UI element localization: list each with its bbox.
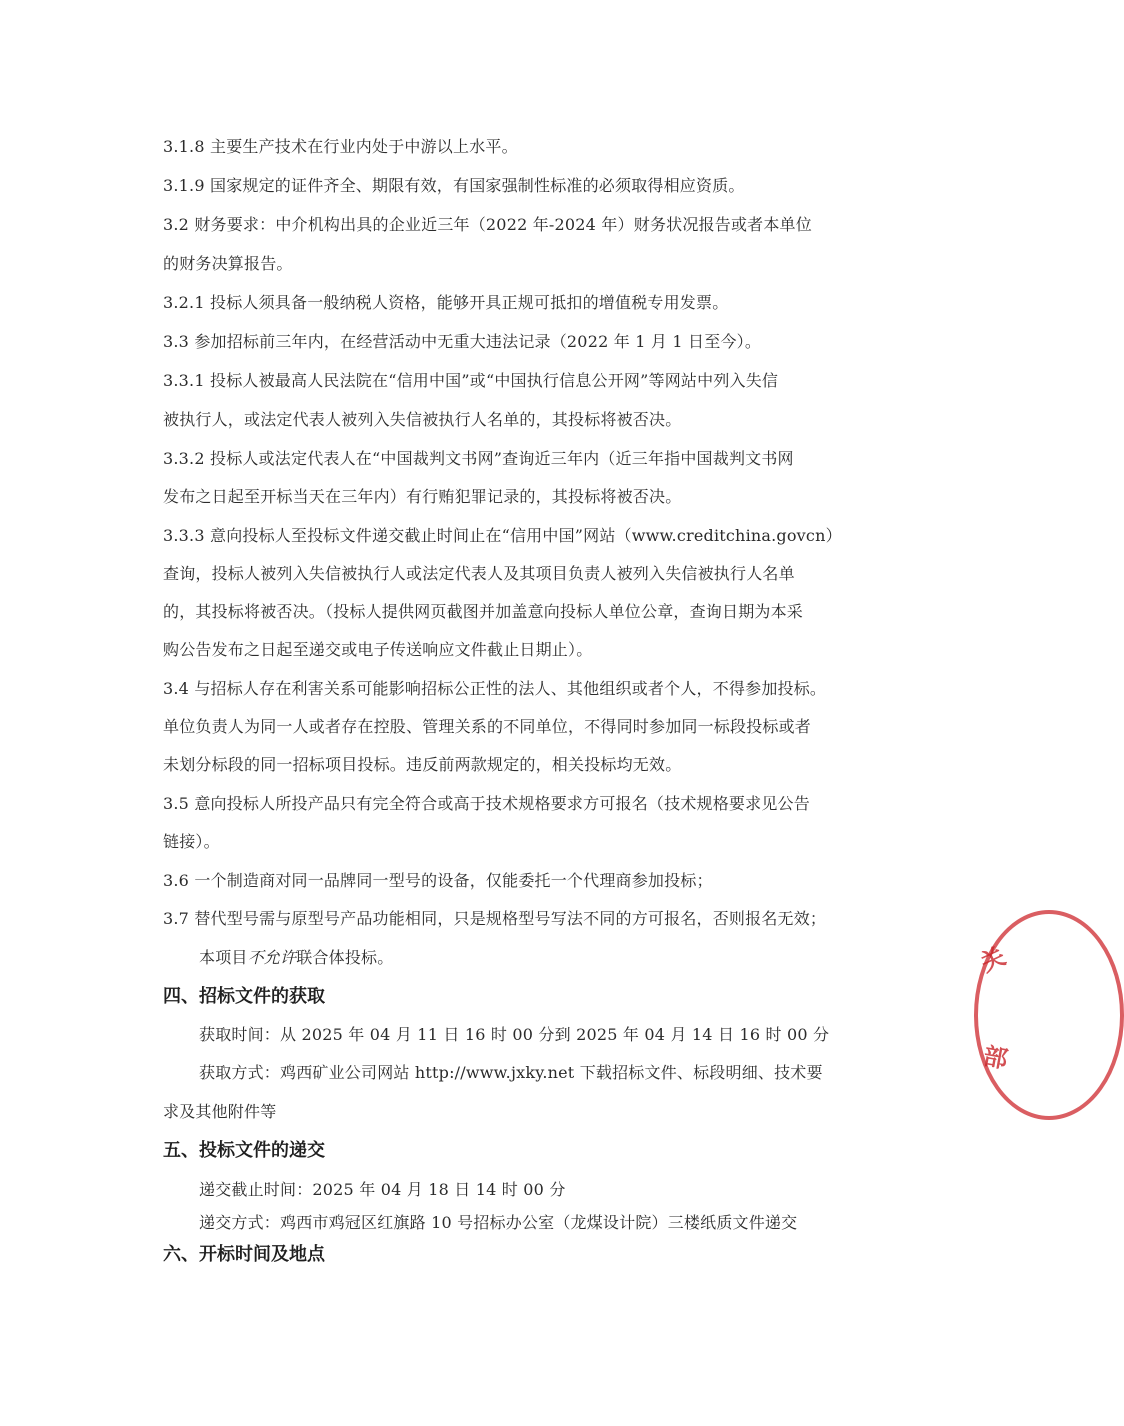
- submit-method: 递交方式：鸡西市鸡冠区红旗路 10 号招标办公室（龙煤设计院）三楼纸质文件递交: [199, 1213, 798, 1232]
- clause-3-2-line1: 3.2 财务要求：中介机构出具的企业近三年（2022 年-2024 年）财务状况报告或者本单位: [163, 215, 812, 234]
- clause-3-5-line2: 链接）。: [163, 832, 220, 851]
- clause-3-3-3-line2: 查询，投标人被列入失信被执行人或法定代表人及其项目负责人被列入失信被执行人名单: [163, 564, 795, 583]
- clause-3-3-3-line3: 的，其投标将被否决。（投标人提供网页截图并加盖意向投标人单位公章，查询日期为本采: [163, 602, 804, 621]
- joint-bid-emphasis: 不允许: [247, 948, 297, 967]
- clause-3-6: 3.6 一个制造商对同一品牌同一型号的设备，仅能委托一个代理商参加投标；: [163, 871, 713, 890]
- acquire-method-line1: 获取方式：鸡西矿业公司网站 http://www.jxky.net 下载招标文件、标段明细、技术要: [199, 1063, 823, 1082]
- clause-3-4-line2: 单位负责人为同一人或者存在控股、管理关系的不同单位，不得同时参加同一标段投标或者: [163, 717, 812, 736]
- submit-deadline: 递交截止时间：2025 年 04 月 18 日 14 时 00 分: [199, 1180, 566, 1199]
- official-seal-fragment: [962, 910, 1042, 1120]
- clause-3-3-3-line4: 购公告发布之日起至递交或电子传送响应文件截止日期止）。: [163, 640, 593, 659]
- clause-3-3-2-line1: 3.3.2 投标人或法定代表人在“中国裁判文书网”查询近三年内（近三年指中国裁判文书网: [163, 449, 794, 468]
- seal-char-2: 部: [981, 1042, 1010, 1074]
- clause-3-4-line1: 3.4 与招标人存在利害关系可能影响招标公正性的法人、其他组织或者个人，不得参加投标。: [163, 679, 827, 698]
- seal-char-1: 关: [976, 942, 1010, 978]
- acquire-method-line2: 求及其他附件等: [163, 1102, 277, 1121]
- clause-3-3-1-line1: 3.3.1 投标人被最高人民法院在“信用中国”或“中国执行信息公开网”等网站中列入失信: [163, 371, 779, 390]
- acquire-time: 获取时间：从 2025 年 04 月 11 日 16 时 00 分到 2025 年 04 月 14 日 16 时 00 分: [199, 1025, 830, 1044]
- joint-bid-note: [199, 948, 853, 968]
- clause-3-7: 3.7 替代型号需与原型号产品功能相同，只是规格型号写法不同的方可报名，否则报名无效；: [163, 909, 827, 928]
- section-6-heading: 六、开标时间及地点: [163, 1244, 325, 1265]
- clause-3-3-2-line2: 发布之日起至开标当天在三年内）有行贿犯罪记录的，其投标将被否决。: [163, 487, 682, 506]
- section-4-heading: 四、招标文件的获取: [163, 986, 325, 1007]
- clause-3-4-line3: 未划分标段的同一招标项目投标。违反前两款规定的，相关投标均无效。: [163, 755, 682, 774]
- clause-3-2-line2: 的财务决算报告。: [163, 254, 293, 273]
- clause-3-3-3-line1: 3.3.3 意向投标人至投标文件递交截止时间止在“信用中国”网站（www.creditchina.govcn）: [163, 526, 842, 545]
- section-5-heading: 五、投标文件的递交: [163, 1140, 325, 1161]
- clause-3-3: 3.3 参加招标前三年内，在经营活动中无重大违法记录（2022 年 1 月 1 日至今）。: [163, 332, 762, 351]
- clause-3-1-9: 3.1.9 国家规定的证件齐全、期限有效，有国家强制性标准的必须取得相应资质。: [163, 176, 745, 195]
- clause-3-5-line1: 3.5 意向投标人所投产品只有完全符合或高于技术规格要求方可报名（技术规格要求见公告: [163, 794, 810, 813]
- clause-3-1-8: 3.1.8 主要生产技术在行业内处于中游以上水平。: [163, 137, 518, 156]
- clause-3-2-1: 3.2.1 投标人须具备一般纳税人资格，能够开具正规可抵扣的增值税专用发票。: [163, 293, 729, 312]
- clause-3-3-1-line2: 被执行人，或法定代表人被列入失信被执行人名单的，其投标将被否决。: [163, 410, 682, 429]
- joint-bid-prefix: 本项目: [199, 948, 248, 967]
- joint-bid-suffix: 联合体投标。: [296, 948, 394, 967]
